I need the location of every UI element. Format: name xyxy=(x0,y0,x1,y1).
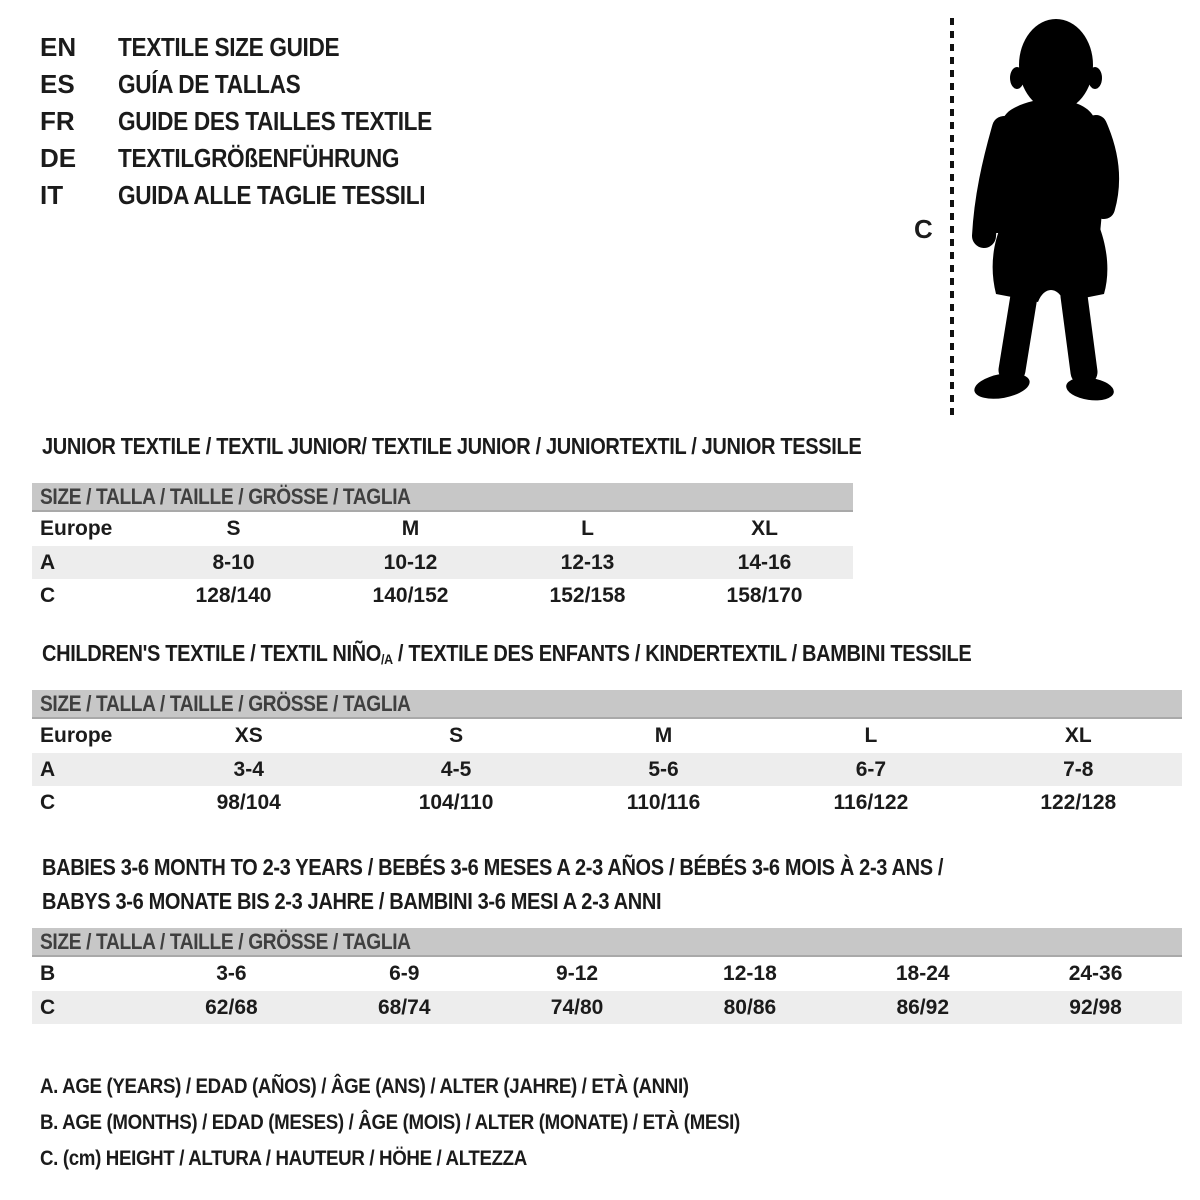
table-cell: 110/116 xyxy=(626,790,701,814)
children-title-subscript: /A xyxy=(381,652,393,669)
children-title-part1: CHILDREN'S TEXTILE / TEXTIL NIÑO xyxy=(42,640,382,666)
row-label: A xyxy=(40,757,56,781)
row-label: B xyxy=(40,962,56,985)
language-code: EN xyxy=(40,32,77,62)
language-row xyxy=(40,177,479,214)
language-label: GUIDA ALLE TAGLIE TESSILI xyxy=(118,180,426,210)
legend-line-a xyxy=(40,1068,845,1104)
row-label: C xyxy=(40,790,56,814)
table-row xyxy=(32,512,853,546)
height-measure-figure xyxy=(900,8,1156,420)
table-cell: 152/158 xyxy=(549,583,626,607)
language-list xyxy=(40,29,479,214)
table-row xyxy=(32,753,1182,786)
babies-title-line2: BABYS 3-6 MONATE BIS 2-3 JAHRE / BAMBINI 3-6 MESI A 2-3 ANNI xyxy=(42,888,662,914)
table-cell: 6-7 xyxy=(855,757,887,781)
language-label: GUÍA DE TALLAS xyxy=(118,69,301,99)
junior-size-table xyxy=(32,483,853,612)
row-label: A xyxy=(40,550,56,574)
table-cell: M xyxy=(654,724,673,747)
table-row xyxy=(32,786,1182,819)
table-cell: 6-9 xyxy=(389,962,420,985)
table-cell: 98/104 xyxy=(216,790,281,814)
language-row xyxy=(40,66,479,103)
size-header-bar xyxy=(32,928,1182,957)
junior-section-title xyxy=(42,433,984,459)
table-cell: L xyxy=(581,517,594,540)
language-code: DE xyxy=(40,143,77,173)
table-cell: 62/68 xyxy=(205,995,258,1019)
babies-section-title xyxy=(42,850,1078,918)
table-row xyxy=(32,579,853,612)
table-cell: S xyxy=(226,517,241,540)
row-label: Europe xyxy=(40,724,113,747)
children-title-part2: / TEXTILE DES ENFANTS / KINDERTEXTIL / BAMBINI TESSILE xyxy=(392,640,972,666)
table-cell: 86/92 xyxy=(896,995,950,1019)
children-section-title-text xyxy=(42,640,971,673)
table-cell: 68/74 xyxy=(377,995,431,1019)
language-code: ES xyxy=(40,69,75,99)
children-section-title xyxy=(42,640,1110,673)
table-cell: XS xyxy=(234,724,263,747)
size-header-label: SIZE / TALLA / TAILLE / GRÖSSE / TAGLIA xyxy=(40,483,411,509)
language-code: FR xyxy=(40,106,75,136)
legend xyxy=(40,1068,845,1176)
table-cell: 116/122 xyxy=(833,790,909,814)
table-cell: 12-13 xyxy=(560,550,615,574)
legend-line-b xyxy=(40,1104,845,1140)
table-row xyxy=(32,957,1182,991)
table-row xyxy=(32,719,1182,753)
table-cell: 92/98 xyxy=(1069,995,1122,1019)
table-cell: 3-4 xyxy=(233,757,264,781)
table-cell: 80/86 xyxy=(723,995,777,1019)
legend-line-c-text: C. (cm) HEIGHT / ALTURA / HAUTEUR / HÖHE / ALTEZZA xyxy=(40,1146,527,1170)
table-cell: 5-6 xyxy=(648,757,679,781)
size-header-label: SIZE / TALLA / TAILLE / GRÖSSE / TAGLIA xyxy=(40,928,411,954)
table-cell: 10-12 xyxy=(383,550,438,574)
size-header-label: SIZE / TALLA / TAILLE / GRÖSSE / TAGLIA xyxy=(40,690,411,716)
language-label: GUIDE DES TAILLES TEXTILE xyxy=(118,106,432,136)
row-label: C xyxy=(40,995,56,1019)
table-cell: 140/152 xyxy=(372,583,449,607)
table-cell: 104/110 xyxy=(418,790,494,814)
table-cell: 3-6 xyxy=(216,962,247,985)
table-cell: 14-16 xyxy=(737,550,792,574)
height-measure-label: C xyxy=(914,214,933,244)
table-cell: M xyxy=(401,517,420,540)
language-row xyxy=(40,29,479,66)
legend-line-b-text: B. AGE (MONTHS) / EDAD (MESES) / ÂGE (MOIS) / ALTER (MONATE) / ETÀ (MESI) xyxy=(40,1110,740,1134)
table-cell: 24-36 xyxy=(1068,962,1123,985)
babies-title-line1: BABIES 3-6 MONTH TO 2-3 YEARS / BEBÉS 3-6 MESES A 2-3 AÑOS / BÉBÉS 3-6 MOIS À 2-3 ANS / xyxy=(42,854,944,880)
size-header-bar xyxy=(32,483,853,512)
children-size-table xyxy=(32,690,1182,819)
size-header-bar xyxy=(32,690,1182,719)
table-row xyxy=(32,991,1182,1024)
legend-line-a-text: A. AGE (YEARS) / EDAD (AÑOS) / ÂGE (ANS) / ALTER (JAHRE) / ETÀ (ANNI) xyxy=(40,1074,689,1098)
babies-size-table xyxy=(32,928,1182,1024)
table-cell: 9-12 xyxy=(556,962,599,985)
junior-section-title-text: JUNIOR TEXTILE / TEXTIL JUNIOR/ TEXTILE JUNIOR / JUNIORTEXTIL / JUNIOR TESSILE xyxy=(42,433,862,459)
table-cell: XL xyxy=(751,517,778,540)
table-cell: 12-18 xyxy=(723,962,777,985)
baby-silhouette-icon xyxy=(958,18,1138,414)
language-label: TEXTILGRÖßENFÜHRUNG xyxy=(118,143,400,173)
table-row xyxy=(32,546,853,579)
language-row xyxy=(40,103,479,140)
table-cell: 18-24 xyxy=(895,962,950,985)
language-code: IT xyxy=(40,180,64,210)
table-cell: 4-5 xyxy=(440,757,472,781)
language-row xyxy=(40,140,479,177)
table-cell: 74/80 xyxy=(550,995,604,1019)
table-cell: 128/140 xyxy=(195,583,272,607)
table-cell: 158/170 xyxy=(726,583,803,607)
table-cell: 7-8 xyxy=(1063,757,1094,781)
table-cell: 8-10 xyxy=(212,550,255,574)
legend-line-c xyxy=(40,1140,845,1176)
table-cell: 122/128 xyxy=(1040,790,1117,814)
row-label: C xyxy=(40,583,56,607)
table-cell: L xyxy=(864,724,878,747)
row-label: Europe xyxy=(40,517,113,540)
table-cell: S xyxy=(449,724,464,747)
language-label: TEXTILE SIZE GUIDE xyxy=(118,32,340,62)
table-cell: XL xyxy=(1064,724,1092,747)
